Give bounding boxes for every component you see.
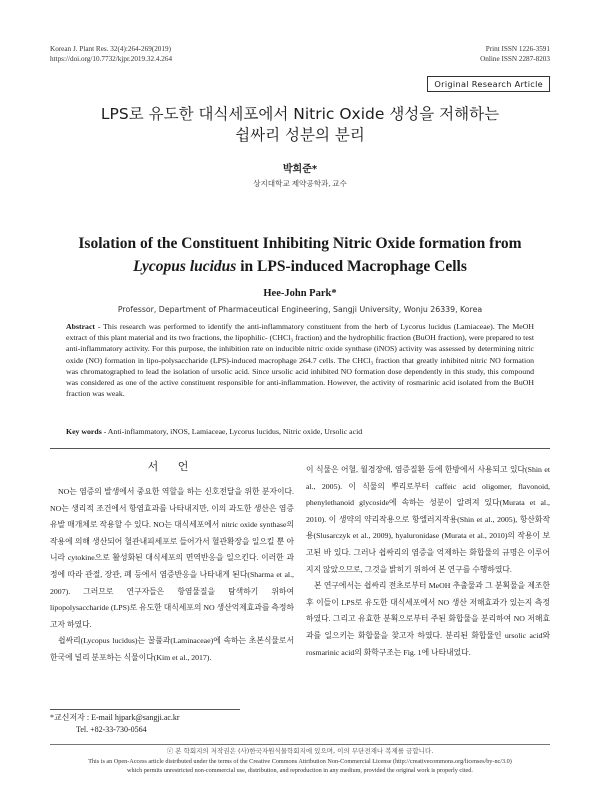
keywords-label: Key words <box>66 427 102 436</box>
english-author: Hee-John Park* <box>263 288 337 299</box>
journal-line: Korean J. Plant Res. 32(4):264-269(2019) <box>50 45 171 53</box>
copyright-notice: ⓒ 본 학회지의 저작권은 (사)한국자원식물학회지에 있으며, 이의 무단전재나 복제를 금합니다. <box>166 747 434 755</box>
english-title-line2 <box>50 255 550 278</box>
abstract-text: - This research was performed to identify the anti-inflammatory constituent from the herb of Lycorus lucidus (Lamiaceae). The MeOH extract of this plant material and its two fractions, the lipophilic- (CHCl₃ fraction) and the hydrophilic fraction (BuOH fraction), were prepared to test anti-inflammatory activity. For this purpose, the inhibition rate on inducible nitric oxide synthase (iNOS) activity was assessed by determining nitric oxide (NO) formation in lipo-polysaccharide (LPS)-induced macrophage 264.7 cells. The CHCl₃ fraction that greatly inhibited nitric NO formation was chromatographed to lead the isolation of ursolic acid. Since ursolic acid inhibited NO formation dose dependently in this study, this compound was considered as one of the active constituent responsible for anti-inflammation. However, the activity of rosmarinic acid isolated from the BuOH fraction was weak. <box>66 322 534 399</box>
section-divider <box>50 448 550 449</box>
journal-citation <box>50 44 172 64</box>
species-name: Lycopus lucidus <box>133 258 237 275</box>
left-column <box>50 458 294 667</box>
english-title <box>50 232 550 278</box>
abstract <box>66 321 534 399</box>
korean-title-line2: 쉽싸리 성분의 분리 <box>235 126 365 144</box>
issn-block <box>480 44 550 64</box>
license-notice <box>50 758 550 775</box>
correspondence-footnote <box>50 712 294 736</box>
article-type-badge: Original Research Article <box>427 76 550 92</box>
english-affiliation: Professor, Department of Pharmaceutical Engineering, Sangji University, Wonju 26339, Korea <box>117 305 483 314</box>
korean-author: 박희준* <box>282 164 318 175</box>
body-paragraph: 쉽싸리(Lycopus lucidus)는 꿀풀과(Laminaceae)에 속하는 초본식물로서 한국에 널리 분포하는 식물이다(Kim et al., 2017). <box>50 636 294 662</box>
keywords-text: - Anti-inflammatory, iNOS, Lamiaceae, Lycorus lucidus, Nitric oxide, Ursolic acid <box>101 427 363 436</box>
right-column <box>306 462 550 661</box>
online-issn: Online ISSN 2287-8203 <box>480 55 550 63</box>
footer-divider <box>50 744 550 745</box>
footnote-tel: Tel. +82-33-730-0564 <box>76 725 147 734</box>
english-title-line1: Isolation of the Constituent Inhibiting Nitric Oxide formation from <box>78 235 522 252</box>
keywords <box>66 426 534 437</box>
footnote-email[interactable]: *교신저자 : E-mail hjpark@sangji.ac.kr <box>50 713 180 722</box>
print-issn: Print ISSN 1226-3591 <box>485 45 550 53</box>
english-title-line2-rest: in LPS-induced Macrophage Cells <box>236 258 467 275</box>
license-line1: This is an Open-Access article distributed under the terms of the Creative Commons Attribution Non-Commercial License (http://creativecommons.org/licenses/by-nc/3.0) <box>88 758 512 765</box>
korean-title <box>50 104 550 146</box>
korean-affiliation: 상지대학교 제약공학과, 교수 <box>253 179 347 188</box>
abstract-label: Abstract <box>66 322 96 331</box>
doi-line[interactable]: https://doi.org/10.7732/kjpr.2019.32.4.264 <box>50 55 173 63</box>
license-line2: which permits unrestricted non-commercial use, distribution, and reproduction in any medium, provided the original work is properly cited. <box>127 766 473 774</box>
body-paragraph: NO는 염증의 발생에서 중요한 역할을 하는 신호전달을 위한 분자이다. NO는 생리적 조건에서 항염효과를 나타내지만, 이의 과도한 생산은 염증유발 매개체로 작용할 수 있다. NO는 대식세포에서 nitric oxide synthase의 작용에 의해 생산되어 혈관내피세포로 들어가서 혈관확장을 일으킬 뿐 아니라 cytokine으로 활성화된 대식세포의 면역반응을 일으킨다. 이러한 과정에 따라 관절, 장관, 폐 등에서 염증반응을 나타내게 된다(Sharma et al., 2007). 그러므로 연구자들은 항염물질을 탐색하기 위하여 lipopolysaccharide (LPS)로 유도한 대식세포의 NO 생산억제효과를 측정하고자 하였다. <box>50 487 294 629</box>
body-paragraph: 본 연구에서는 쉽싸리 전초로부터 MeOH 추출물과 그 분획물을 제조한 후 이들이 LPS로 유도한 대식세포에서 NO 생산 저해효과가 있는지 측정하였다. 그리고 유효한 분획으로부터 주된 화합물을 분리하여 NO 저해효과를 일으키는 화합물을 찾고자 하였다. 분리된 화합물인 ursolic acid와 rosmarinic acid의 화학구조는 Fig. 1에 나타내었다. <box>306 581 550 657</box>
footnote-divider <box>50 709 240 710</box>
korean-title-line1: LPS로 유도한 대식세포에서 Nitric Oxide 생성을 저해하는 <box>100 105 500 123</box>
section-title: 서 언 <box>147 460 197 473</box>
body-paragraph: 이 식물은 어혈, 월경장애, 염증질환 등에 한방에서 사용되고 있다(Shin et al., 2005). 이 식물의 뿌리로부터 caffeic acid oligomer, flavonoid, phenylethanoid glycoside에 속하는 성분이 알려져 있다(Murata et al., 2010). 이 생약의 약리작용으로 항엘러지작용(Shin et al., 2005), 항산화작용(Slusarczyk et al., 2009), hyaluronidase (Murata et al., 2010)의 작용이 보고된 바 있다. 그러나 쉽싸리의 염증을 억제하는 화합물의 규명은 이루어지지 않았으므로, 그것을 밝히기 위하여 본 연구를 수행하였다. <box>306 465 550 574</box>
